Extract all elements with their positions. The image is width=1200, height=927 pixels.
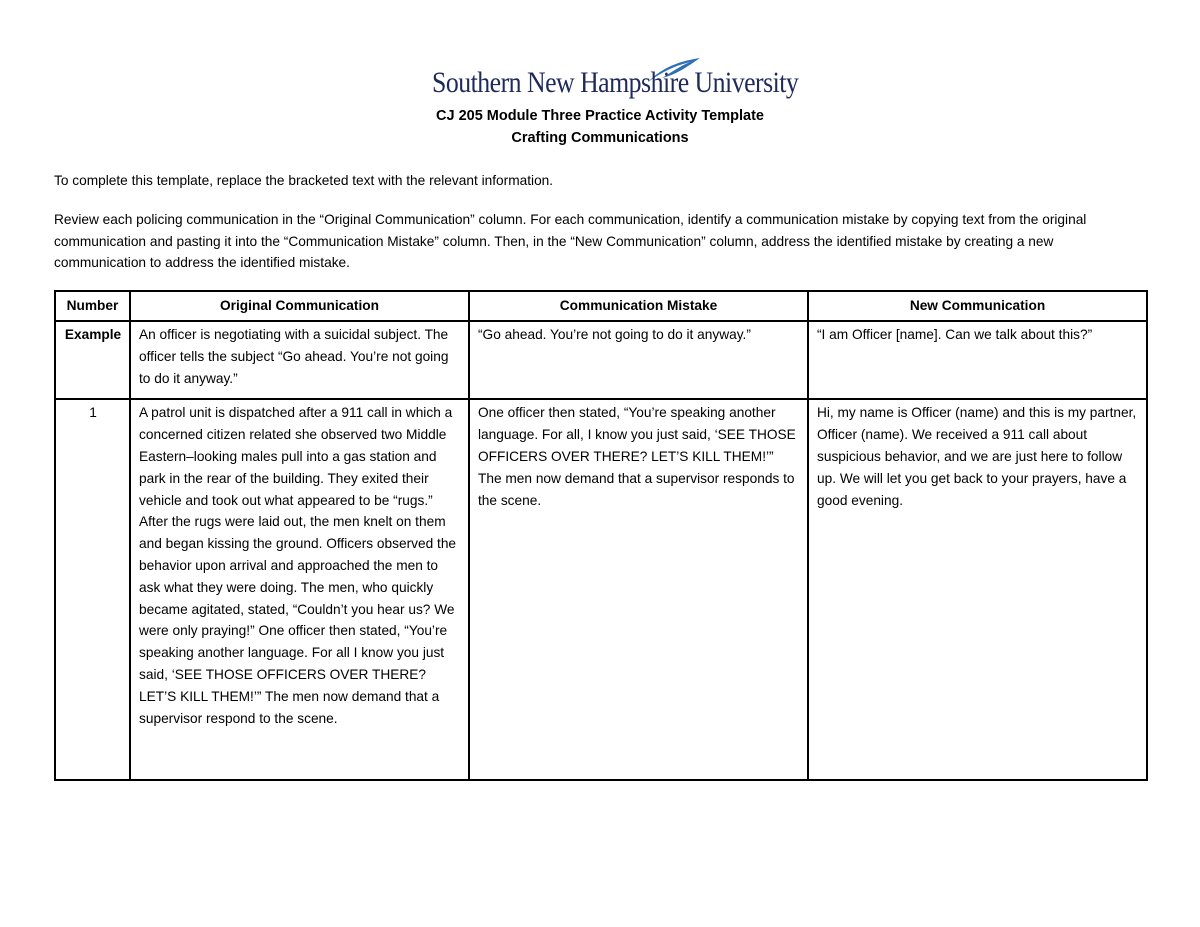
instructions-body: Review each policing communication in the “Original Communication” column. For each communication, identify a communication mistake by copying text from the original communication and pasting it into the “Communication Mistake” column. Then, in the “New Communication” column, address the identified mistake by creating a new communication to address the identified mistake. <box>54 212 1087 270</box>
new-communication-cell[interactable]: Hi, my name is Officer (name) and this is my partner, Officer (name). We received a 911 call about suspicious behavior, and we are just here to follow up. We will let you get back to your prayers, have a good evening. <box>808 399 1147 780</box>
new-communication-cell[interactable]: “I am Officer [name]. Can we talk about this?” <box>808 321 1147 399</box>
instructions-intro: To complete this template, replace the bracketed text with the relevant information. <box>54 173 554 188</box>
table-row <box>55 399 1147 780</box>
row-number-cell: 1 <box>55 399 130 780</box>
table-row <box>55 321 1147 399</box>
university-logo <box>432 56 799 100</box>
row-number-cell: Example <box>55 321 130 399</box>
column-header-number: Number <box>55 291 130 321</box>
column-header-original: Original Communication <box>130 291 469 321</box>
logo-wordmark: Southern New Hampshire University <box>432 66 799 99</box>
communications-table <box>54 290 1148 781</box>
communication-mistake-cell[interactable]: “Go ahead. You’re not going to do it anyway.” <box>469 321 808 399</box>
original-communication-cell: A patrol unit is dispatched after a 911 call in which a concerned citizen related she observed two Middle Eastern–looking males pull into a gas station and park in the rear of the building. They exited their vehicle and took out what appeared to be “rugs.” After the rugs were laid out, the men knelt on them and began kissing the ground. Officers observed the behavior upon arrival and approached the men to ask what they were doing. The men, who quickly became agitated, stated, “Couldn’t you hear us? We were only praying!” One officer then stated, “You’re speaking another language. For all I know you just said, ‘SEE THOSE OFFICERS OVER THERE? LET’S KILL THEM!’” The men now demand that a supervisor respond to the scene. <box>130 399 469 780</box>
column-header-new: New Communication <box>808 291 1147 321</box>
column-header-mistake: Communication Mistake <box>469 291 808 321</box>
communication-mistake-cell[interactable]: One officer then stated, “You’re speaking another language. For all, I know you just said, ‘SEE THOSE OFFICERS OVER THERE? LET’S KILL THEM!’” The men now demand that a supervisor responds to the scene. <box>469 399 808 780</box>
table-header-row <box>55 291 1147 321</box>
original-communication-cell: An officer is negotiating with a suicidal subject. The officer tells the subject “Go ahead. You’re not going to do it anyway.” <box>130 321 469 399</box>
page-title: CJ 205 Module Three Practice Activity Template <box>436 108 764 124</box>
page-subtitle: Crafting Communications <box>511 130 689 146</box>
